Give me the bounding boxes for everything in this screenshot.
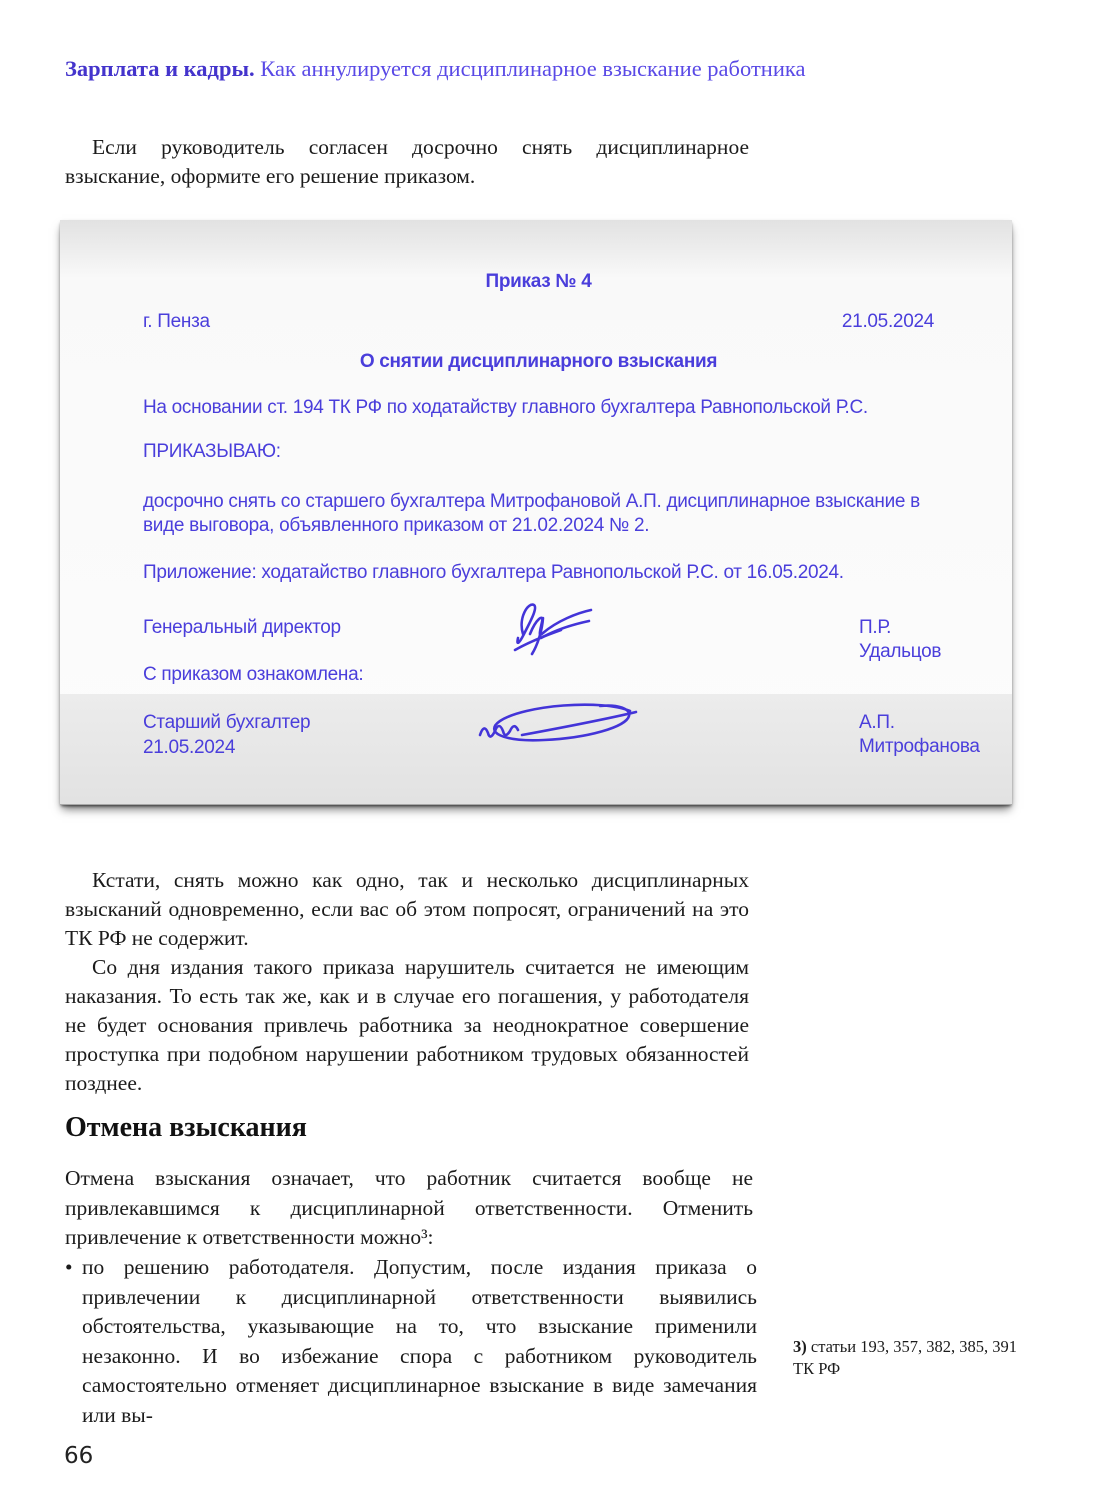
intro-paragraph: Если руководитель согласен досрочно снять дисциплинарное взыскание, оформите его решение приказом. [65, 135, 749, 188]
order-attachment: Приложение: ходатайство главного бухгалтера Равнопольской Р.С. от 16.05.2024. [143, 562, 844, 583]
article-title: Как аннулируется дисциплинарное взыскание работника [254, 56, 806, 81]
footnote-text: статьи 193, 357, 382, 385, 391 ТК РФ [793, 1337, 1017, 1378]
section-paragraph: Отмена взыскания означает, что работник считается вообще не привлекавшимся к дисциплинарной ответственности. Отменить привлечение к ответственности можно³: [65, 1166, 753, 1249]
bullet-item [65, 1253, 757, 1430]
footnote-marker: 3) [793, 1337, 807, 1356]
order-directive: ПРИКАЗЫВАЮ: [143, 441, 281, 462]
paragraph-1: Кстати, снять можно как одно, так и несколько дисциплинарных взысканий одновременно, если вас об этом попросят, ограничений на это ТК РФ не содержит. [65, 868, 749, 950]
order-acknowledgement: С приказом ознакомлена: [143, 664, 364, 685]
director-role: Генеральный директор [143, 617, 341, 638]
order-basis: На основании ст. 194 ТК РФ по ходатайству главного бухгалтера Равнопольской Р.С. [143, 397, 868, 418]
director-signature-icon [503, 592, 599, 656]
page-number: 66 [64, 1443, 94, 1469]
bullet-marker: • [65, 1255, 73, 1279]
order-city: г. Пенза [143, 311, 210, 332]
order-city-date-row [143, 310, 934, 334]
order-subject: О снятии дисциплинарного взыскания [359, 351, 718, 372]
accountant-signature-icon [472, 697, 644, 749]
accountant-role: Старший бухгалтер [143, 712, 311, 733]
running-head [65, 55, 805, 83]
accountant-name: А.П. Митрофанова [859, 712, 980, 757]
magazine-section-name: Зарплата и кадры. [65, 56, 255, 81]
footnote [793, 1336, 1028, 1380]
director-name: П.Р. Удальцов [859, 617, 942, 662]
paragraph-2: Со дня издания такого приказа нарушитель считается не имеющим наказания. То есть так же, как и в случае его погашения, у работодателя не будет основания привлечь работника за неоднократное совершение проступка при подобном нарушении работником трудовых обязанностей позднее. [65, 955, 749, 1095]
order-title: Приказ № 4 [485, 271, 592, 292]
order-body: досрочно снять со старшего бухгалтера Митрофановой А.П. дисциплинарное взыскание в виде выговора, объявленного приказом от 21.02.2024 № 2. [143, 491, 920, 536]
order-document [60, 220, 1012, 805]
order-date: 21.05.2024 [841, 311, 934, 332]
acknowledgement-date: 21.05.2024 [143, 737, 236, 758]
bullet-text: по решению работодателя. Допустим, после издания приказа о привлечении к дисциплинарной ответственности выявились обстоятельства, указывающие на то, что взыскание применили незаконно. И во избежание спора с работником руководитель самостоятельно отменяет дисциплинарное взыскание в виде замечания или вы- [82, 1255, 757, 1427]
section-heading: Отмена взыскания [65, 1112, 307, 1143]
